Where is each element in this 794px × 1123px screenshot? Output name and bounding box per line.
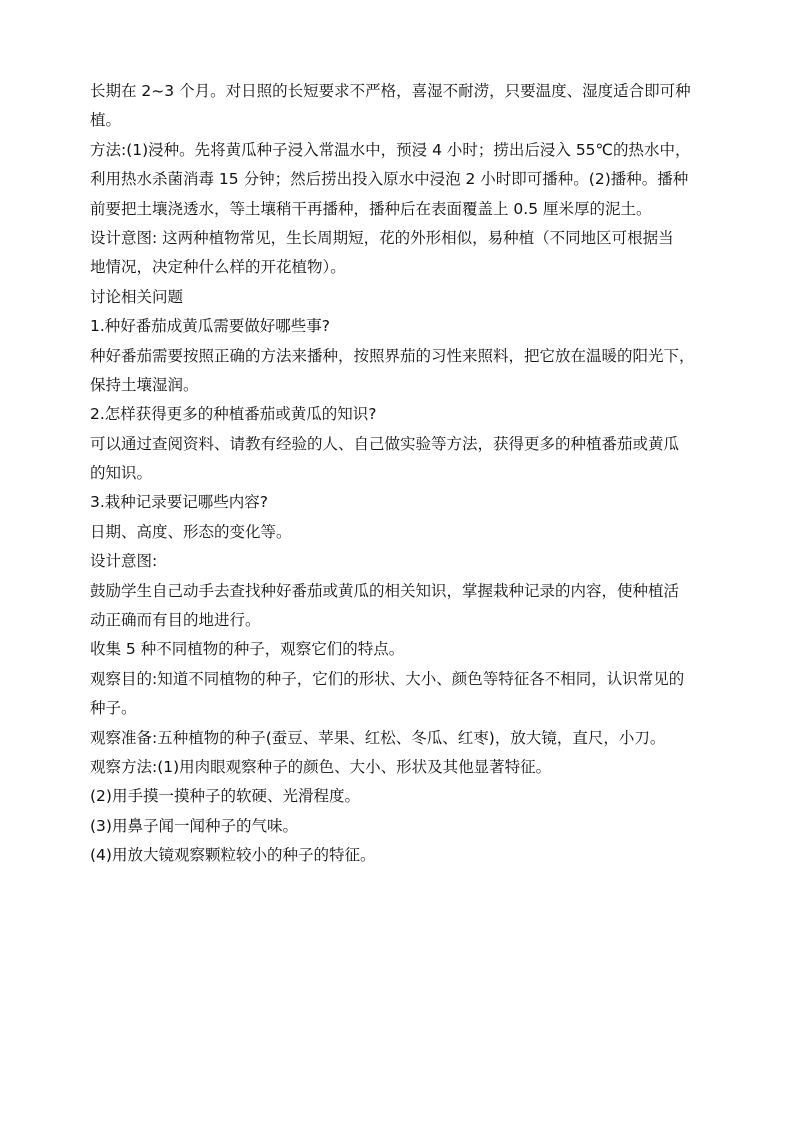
text-line: 的知识。 — [90, 464, 153, 483]
text-line: 利用热水杀菌消毒 15 分钟；然后捞出投入原水中浸泡 2 小时即可播种。(2)播种。播种 — [90, 170, 689, 189]
text-line: (4)用放大镜观察颗粒较小的种子的特征。 — [90, 846, 376, 865]
text-line: 方法:(1)浸种。先将黄瓜种子浸入常温水中，预浸 4 小时；捞出后浸入 55℃的热水中， — [90, 140, 691, 159]
text-line: 可以通过查阅资料、请教有经验的人、自己做实验等方法，获得更多的种植番茄或黄瓜 — [90, 434, 680, 453]
text-line: 植。 — [90, 111, 122, 130]
text-line: 设计意图: 这两种植物常见，生长周期短，花的外形相似，易种植（不同地区可根据当 — [90, 228, 674, 247]
question-line: 1.种好番茄成黄瓜需要做好哪些事? — [90, 317, 331, 336]
document-body — [90, 77, 710, 871]
text-line: 动正确而有目的地进行。 — [90, 611, 261, 630]
text-line: 观察方法:(1)用肉眼观察种子的颜色、大小、形状及其他显著特征。 — [90, 757, 552, 776]
text-line: 前要把土壤浇透水，等土壤稍干再播种，播种后在表面覆盖上 0.5 厘米厚的泥土。 — [90, 199, 652, 218]
text-line: 收集 5 种不同植物的种子，观察它们的特点。 — [90, 640, 405, 659]
text-line: 观察目的:知道不同植物的种子，它们的形状、大小、颜色等特征各不相同，认识常见的 — [90, 669, 685, 688]
text-line: 种子。 — [90, 699, 137, 718]
section-heading: 讨论相关问题 — [90, 287, 184, 306]
text-line: 日期、高度、形态的变化等。 — [90, 522, 292, 541]
question-line: 2.怎样获得更多的种植番茄或黄瓜的知识? — [90, 405, 377, 424]
text-line: 地情况，决定种什么样的开花植物）。 — [90, 258, 346, 277]
text-line: 种好番茄需要按照正确的方法来播种，按照界茄的习性来照料，把它放在温暖的阳光下， — [90, 346, 695, 365]
text-line: (2)用手摸一摸种子的软硬、光滑程度。 — [90, 787, 360, 806]
question-line: 3.栽种记录要记哪些内容? — [90, 493, 269, 512]
text-line: 观察准备:五种植物的种子(蚕豆、苹果、红松、冬瓜、红枣)，放大镜，直尺，小刀。 — [90, 728, 666, 747]
text-line: (3)用鼻子闻一闻种子的气味。 — [90, 816, 298, 835]
section-label: 设计意图: — [90, 552, 158, 571]
text-line: 保持土壤湿润。 — [90, 375, 199, 394]
text-line: 长期在 2~3 个月。对日照的长短要求不严格，喜湿不耐涝，只要温度、湿度适合即可种 — [90, 82, 691, 100]
text-line: 鼓励学生自己动手去查找种好番茄或黄瓜的相关知识，掌握栽种记录的内容，使种植活 — [90, 581, 680, 600]
